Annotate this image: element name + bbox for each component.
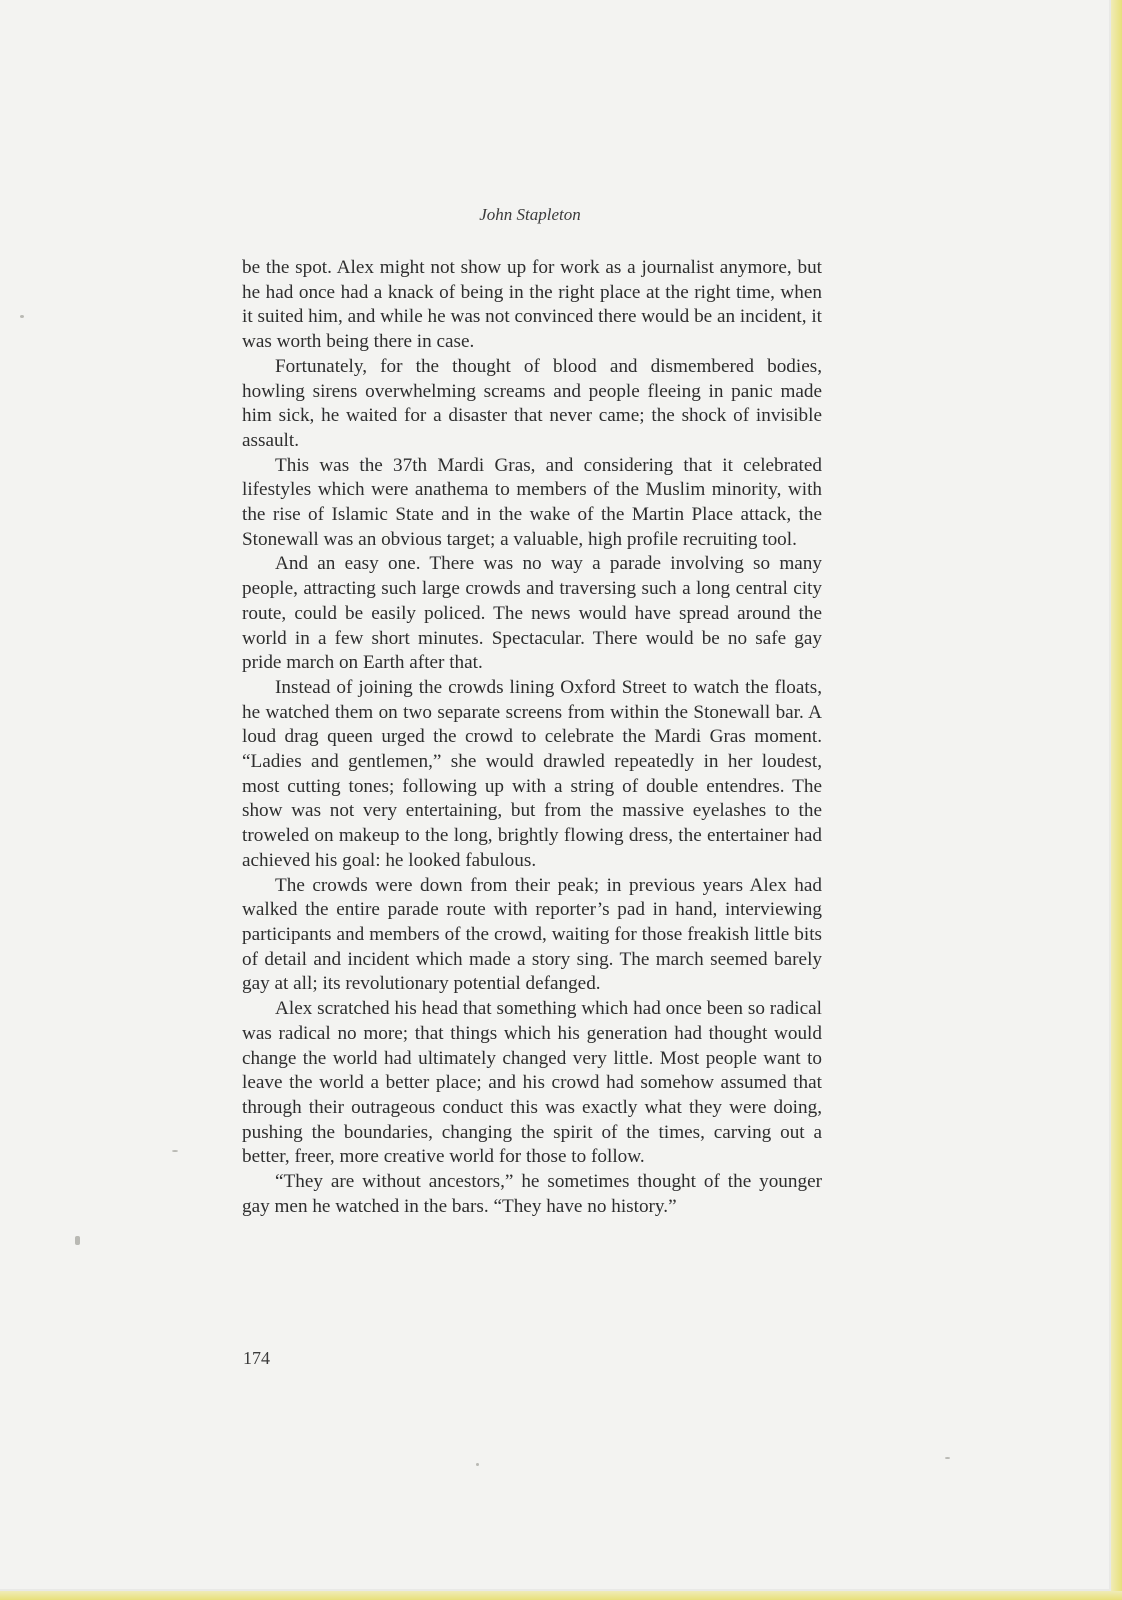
paper-speck	[75, 1236, 80, 1245]
paragraph: be the spot. Alex might not show up for work as a journalist anymore, but he had once had a knack of being in the right place at the right time, when it suited him, and while he was not convinced there would be an incident, it was worth being there in case.	[242, 257, 822, 353]
paragraph: Fortunately, for the thought of blood and dismembered bodies, howling sirens overwhelming screams and people fleeing in panic made him sick, he waited for a disaster that never came; the shock of invisible assault.	[242, 355, 822, 451]
paper-speck	[476, 1463, 479, 1466]
paragraph: Instead of joining the crowds lining Oxford Street to watch the floats, he watched them on two separate screens from within the Stonewall bar. A loud drag queen urged the crowd to celebrate the Mardi Gras moment. “Ladies and gentlemen,” she would drawled repeatedly in her loudest, most cutting tones; following up with a string of double entendres. The show was not very entertaining, but from the massive eyelashes to the troweled on makeup to the long, brightly flowing dress, the entertainer had achieved his goal: he looked fabulous.	[242, 676, 822, 871]
paper-speck	[172, 1150, 178, 1152]
paragraph: The crowds were down from their peak; in previous years Alex had walked the entire parade route with reporter’s pad in hand, interviewing participants and members of the crowd, waiting for those freakish little bits of detail and incident which made a story sing. The march seemed barely gay at all; its revolutionary potential defanged.	[242, 874, 822, 995]
paper-speck	[20, 315, 24, 318]
paragraph: And an easy one. There was no way a parade involving so many people, attracting such large crowds and traversing such a long central city route, could be easily policed. The news would have spread around the world in a few short minutes. Spectacular. There would be no safe gay pride march on Earth after that.	[242, 553, 822, 674]
page-number: 174	[243, 1348, 270, 1368]
running-head: John Stapleton	[479, 205, 581, 224]
body-text	[242, 256, 822, 1219]
page-edge	[0, 1591, 1122, 1600]
paragraph: “They are without ancestors,” he sometimes thought of the younger gay men he watched in the bars. “They have no history.”	[242, 1171, 822, 1217]
page-edge	[1111, 0, 1122, 1600]
paragraph: Alex scratched his head that something which had once been so radical was radical no more; that things which his generation had thought would change the world had ultimately changed very little. Most people want to leave the world a better place; and his crowd had somehow assumed that through their outrageous conduct this was exactly what they were doing, pushing the boundaries, changing the spirit of the times, carving out a better, freer, more creative world for those to follow.	[242, 998, 822, 1168]
paper-speck	[945, 1457, 950, 1459]
paragraph: This was the 37th Mardi Gras, and considering that it celebrated lifestyles which were anathema to members of the Muslim minority, with the rise of Islamic State and in the wake of the Martin Place attack, the Stonewall was an obvious target; a valuable, high profile recruiting tool.	[242, 454, 822, 550]
